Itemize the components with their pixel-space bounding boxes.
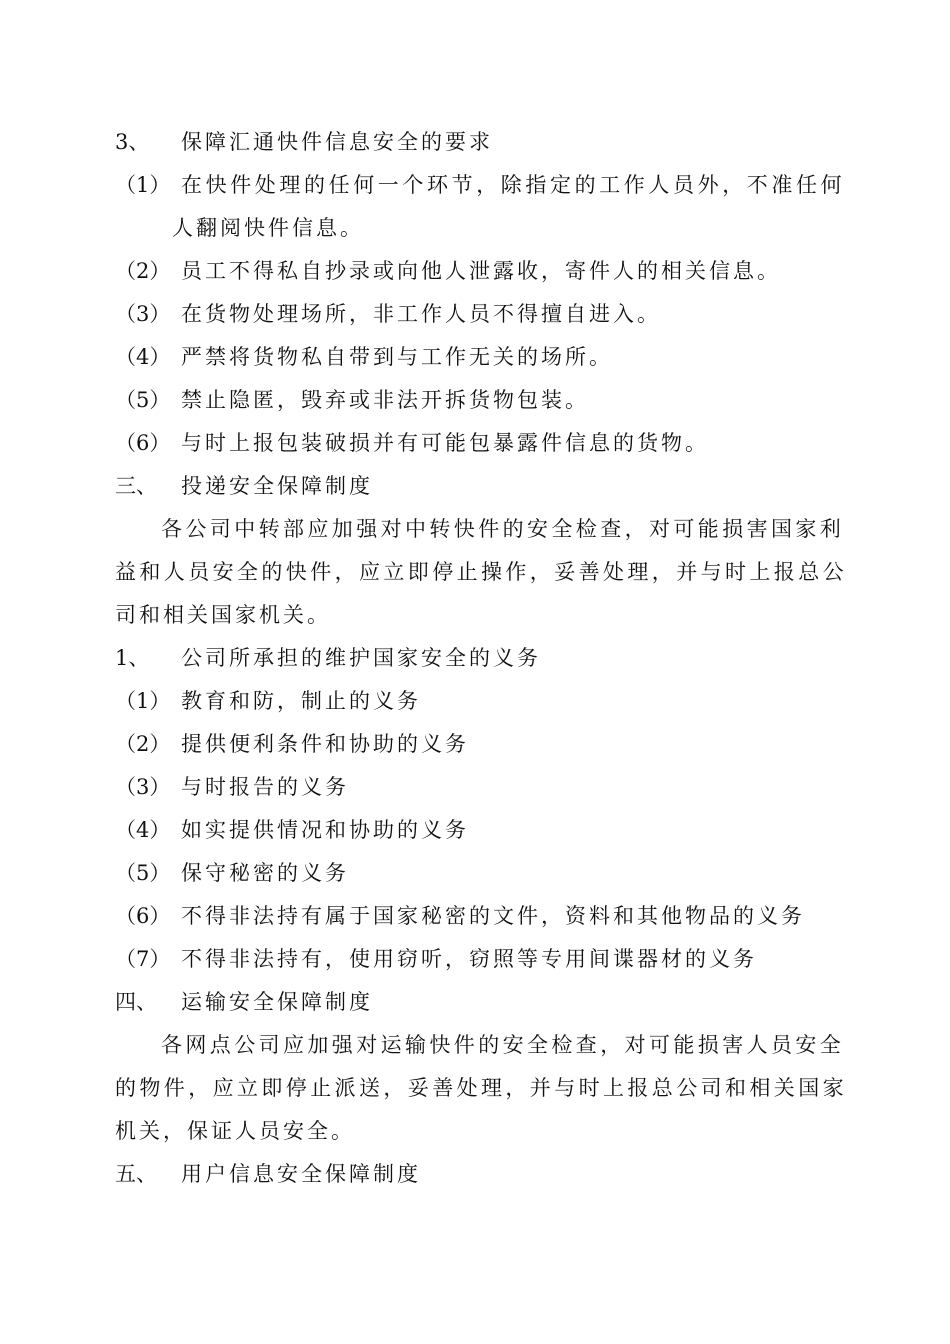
item-number: （4） <box>115 345 171 369</box>
list-item <box>0 172 845 198</box>
section-number: 四、 <box>115 990 157 1014</box>
item-text: 如实提供情况和协助的义务 <box>181 818 469 842</box>
paragraph-line <box>0 516 844 542</box>
item-number: （6） <box>115 431 171 455</box>
paragraph-line <box>0 1118 355 1144</box>
item-number: （5） <box>115 861 171 885</box>
item-number: 1、 <box>115 646 150 670</box>
paragraph-text: 各公司中转部应加强对中转快件的安全检查，对可能损害国家利 <box>161 517 845 541</box>
item-number: （5） <box>115 388 171 412</box>
list-item <box>0 301 661 327</box>
section-heading <box>0 1161 421 1187</box>
list-item <box>0 860 349 886</box>
item-number: （2） <box>115 732 171 756</box>
item-text: 公司所承担的维护国家安全的义务 <box>181 646 541 670</box>
paragraph-text: 的物件，应立即停止派送，妥善处理，并与时上报总公司和相关国家 <box>115 1076 847 1100</box>
item-number: （1） <box>115 689 171 713</box>
section-number: 五、 <box>115 1162 157 1186</box>
item-text: 员工不得私自抄录或向他人泄露收，寄件人的相关信息。 <box>181 259 781 283</box>
list-item <box>0 688 421 714</box>
paragraph-line <box>0 602 331 628</box>
item-text: 与时报告的义务 <box>181 775 349 799</box>
section-heading <box>0 473 373 499</box>
item-text: 教育和防，制止的义务 <box>181 689 421 713</box>
item-text: 不得非法持有属于国家秘密的文件，资料和其他物品的义务 <box>181 904 805 928</box>
item-text: 保守秘密的义务 <box>181 861 349 885</box>
paragraph-text: 各网点公司应加强对运输快件的安全检查，对可能损害人员安全 <box>161 1033 845 1057</box>
paragraph-line <box>0 559 847 585</box>
item-text: 提供便利条件和协助的义务 <box>181 732 469 756</box>
item-text: 在快件处理的任何一个环节，除指定的工作人员外，不准任何 <box>181 173 846 197</box>
section-title: 用户信息安全保障制度 <box>181 1162 421 1186</box>
list-item <box>0 344 613 370</box>
paragraph-text: 机关，保证人员安全。 <box>115 1119 355 1143</box>
item-number: 3、 <box>115 130 150 154</box>
item-number: （2） <box>115 259 171 283</box>
list-item <box>0 387 589 413</box>
item-text: 在货物处理场所，非工作人员不得擅自进入。 <box>181 302 661 326</box>
section-title: 运输安全保障制度 <box>181 990 373 1014</box>
paragraph-line <box>0 1075 847 1101</box>
item-number: （7） <box>115 947 171 971</box>
item-text: 人翻阅快件信息。 <box>172 216 364 240</box>
item-text: 禁止隐匿，毁弃或非法开拆货物包装。 <box>181 388 589 412</box>
section-heading <box>0 129 493 155</box>
section-number: 三、 <box>115 474 157 498</box>
paragraph-line <box>0 1032 844 1058</box>
section-title: 投递安全保障制度 <box>181 474 373 498</box>
item-number: （3） <box>115 302 171 326</box>
list-item <box>0 946 757 972</box>
section-heading <box>0 989 373 1015</box>
item-number: （3） <box>115 775 171 799</box>
item-text: 严禁将货物私自带到与工作无关的场所。 <box>181 345 613 369</box>
paragraph-text: 益和人员安全的快件，应立即停止操作，妥善处理，并与时上报总公 <box>115 560 847 584</box>
list-item-continuation <box>0 215 364 241</box>
list-item <box>0 774 349 800</box>
subsection-heading <box>0 645 541 671</box>
list-item <box>0 731 469 757</box>
item-number: （1） <box>115 173 171 197</box>
list-item <box>0 817 469 843</box>
paragraph-text: 司和相关国家机关。 <box>115 603 331 627</box>
item-text: 与时上报包装破损并有可能包暴露件信息的货物。 <box>181 431 709 455</box>
item-number: （6） <box>115 904 171 928</box>
list-item <box>0 430 709 456</box>
item-text: 不得非法持有，使用窃听，窃照等专用间谍器材的义务 <box>181 947 757 971</box>
item-number: （4） <box>115 818 171 842</box>
list-item <box>0 903 805 929</box>
list-item <box>0 258 781 284</box>
item-text: 保障汇通快件信息安全的要求 <box>181 130 493 154</box>
